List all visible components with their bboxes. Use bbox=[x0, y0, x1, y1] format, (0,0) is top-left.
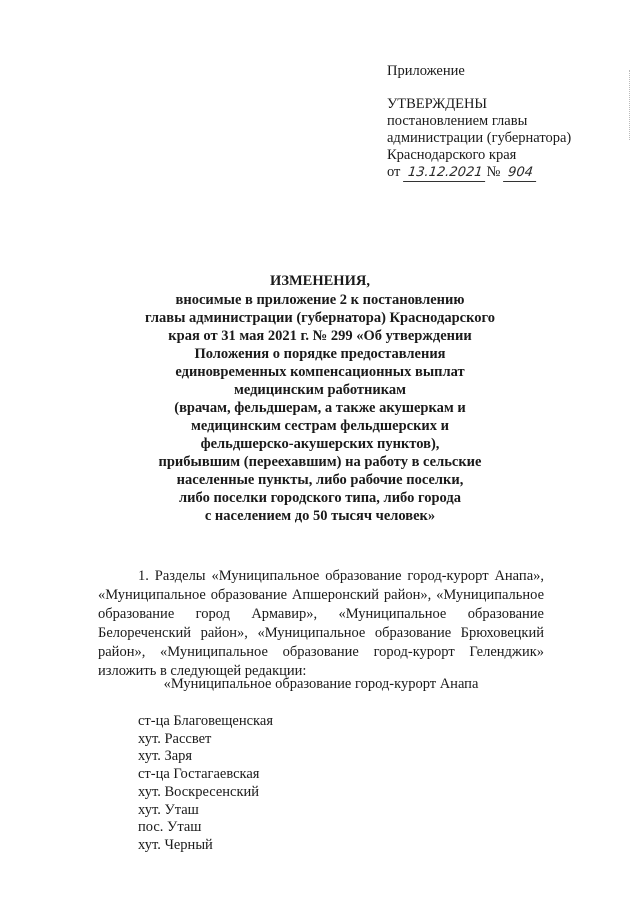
heading-line: медицинским работникам bbox=[233, 382, 407, 398]
appendix-label: Приложение bbox=[387, 63, 465, 79]
heading-line: с населением до 50 тысяч человек» bbox=[204, 508, 436, 524]
date-prefix: от bbox=[387, 164, 401, 180]
list-item: хут. Заря bbox=[138, 748, 193, 765]
margin-stamp-mark bbox=[629, 70, 634, 140]
handwritten-number: 904 bbox=[503, 164, 538, 182]
heading-line: Положения о порядке предоставления bbox=[194, 346, 446, 362]
heading-line: (врачам, фельдшерам, а также акушеркам и bbox=[174, 400, 466, 416]
approved-title: УТВЕРЖДЕНЫ bbox=[387, 96, 488, 112]
list-item: ст-ца Благовещенская bbox=[138, 713, 273, 729]
list-item: хут. Воскресенский bbox=[138, 783, 260, 800]
document-heading bbox=[120, 272, 520, 525]
list-item: пос. Уташ bbox=[138, 819, 202, 836]
approved-line-3: Краснодарского края bbox=[387, 147, 517, 163]
heading-line: населенные пункты, либо рабочие поселки, bbox=[176, 472, 464, 488]
heading-line: вносимые в приложение 2 к постановлению bbox=[175, 292, 465, 308]
heading-line: фельдшерско-акушерских пунктов), bbox=[200, 436, 440, 452]
paragraph-1: 1. Разделы «Муниципальное образование город-курорт Анапа», «Муниципальное образование Апшеронский район», «Муниципальное образование город Армавир», «Муниципальное образование Белореченский район», «Муниципальное образование Брюховецкий район», «Муниципальное образование город-курорт Геленджик» изложить в следующей редакции: bbox=[98, 568, 544, 679]
heading-line: единовременных компенсационных выплат bbox=[175, 364, 465, 380]
list-item: ст-ца Гостагаевская bbox=[138, 766, 260, 783]
heading-line: медицинским сестрам фельдшерских и bbox=[190, 418, 450, 434]
approved-line-1: постановлением главы bbox=[387, 113, 528, 129]
list-item: хут. Рассвет bbox=[138, 730, 212, 747]
handwritten-date: 13.12.2021 bbox=[403, 164, 487, 182]
list-item: хут. Черный bbox=[138, 836, 213, 853]
approval-block bbox=[387, 96, 571, 182]
section-title: «Муниципальное образование город-курорт Анапа bbox=[163, 676, 479, 692]
heading-line: главы администрации (губернатора) Краснодарского bbox=[145, 310, 495, 326]
list-item: хут. Уташ bbox=[138, 801, 199, 818]
settlement-list bbox=[138, 713, 273, 855]
heading-title: ИЗМЕНЕНИЯ, bbox=[270, 273, 370, 289]
heading-line: либо поселки городского типа, либо города bbox=[179, 490, 461, 506]
heading-line: прибывшим (переехавшим) на работу в сельские bbox=[158, 454, 482, 470]
number-sign: № bbox=[486, 164, 501, 180]
approved-line-2: администрации (губернатора) bbox=[387, 130, 572, 146]
date-number-line bbox=[387, 164, 571, 182]
heading-line: края от 31 мая 2021 г. № 299 «Об утверждении bbox=[168, 328, 472, 344]
